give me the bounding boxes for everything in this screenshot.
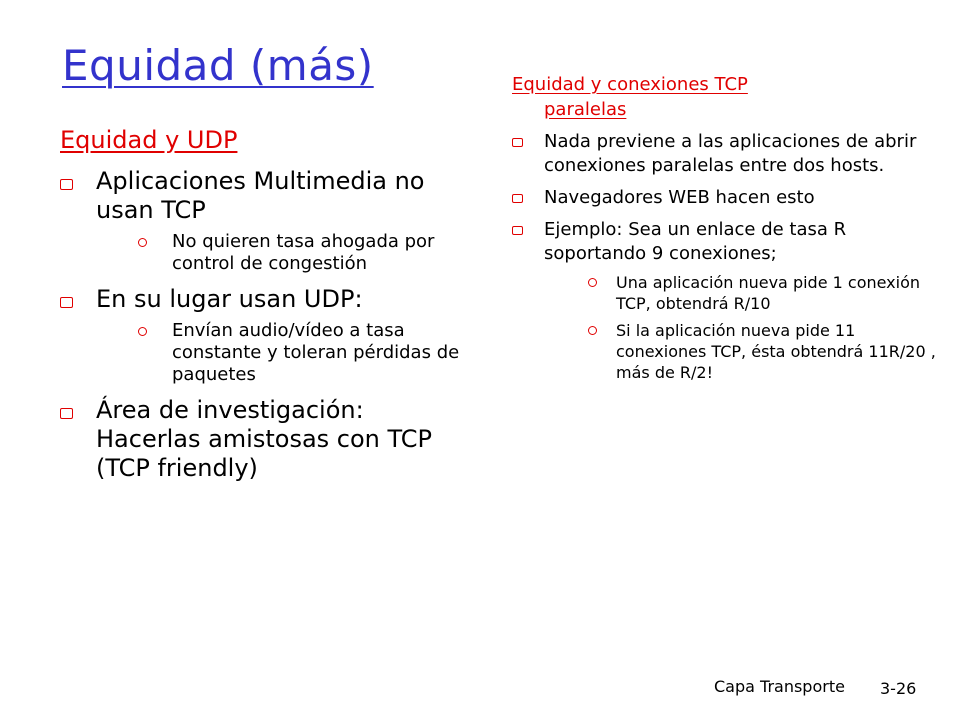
left-bullet-2-text: En su lugar usan UDP: [96, 285, 363, 313]
circle-bullet-icon [138, 327, 147, 336]
left-bullet-1 [60, 167, 460, 275]
left-bullet-list [60, 167, 460, 483]
right-bullet-2-text: Navegadores WEB hacen esto [544, 187, 815, 208]
right-sub-bullet-3-2-text: Si la aplicación nueva pide 11 conexiones TCP, ésta obtendrá 11R/20 , más de R/2! [616, 321, 936, 382]
right-heading-line-1: Equidad y conexiones TCP [512, 74, 748, 95]
left-bullet-1-text: Aplicaciones Multimedia no usan TCP [96, 167, 425, 224]
square-bullet-icon [60, 408, 73, 419]
left-sub-bullet-1-1-text: No quieren tasa ahogada por control de congestión [172, 231, 435, 274]
square-bullet-icon [512, 138, 523, 147]
footer-label: Capa Transporte [714, 677, 845, 696]
right-bullet-list [512, 130, 937, 383]
left-sub-bullet-1-1 [96, 231, 460, 275]
square-bullet-icon [512, 194, 523, 203]
square-bullet-icon [60, 179, 73, 190]
left-sub-list-1 [96, 231, 460, 275]
right-heading [512, 72, 937, 122]
right-bullet-1-text: Nada previene a las aplicaciones de abrir conexiones paralelas entre dos hosts. [544, 131, 917, 176]
left-sub-bullet-2-1-text: Envían audio/vídeo a tasa constante y toleran pérdidas de paquetes [172, 320, 460, 385]
right-sub-list-3 [544, 272, 937, 383]
right-bullet-3 [512, 218, 937, 383]
left-sub-bullet-2-1 [96, 320, 460, 386]
right-bullet-2 [512, 186, 937, 210]
right-sub-bullet-3-2 [544, 320, 937, 383]
right-bullet-3-text: Ejemplo: Sea un enlace de tasa R soportando 9 conexiones; [544, 219, 847, 264]
left-bullet-2 [60, 285, 460, 386]
right-sub-bullet-3-1 [544, 272, 937, 314]
right-bullet-1 [512, 130, 937, 178]
left-heading: Equidad y UDP [60, 126, 238, 154]
right-heading-line-2: paralelas [544, 99, 627, 120]
circle-bullet-icon [138, 238, 147, 247]
left-bullet-3-text: Área de investigación: Hacerlas amistosas con TCP (TCP friendly) [96, 396, 432, 482]
square-bullet-icon [60, 297, 73, 308]
circle-bullet-icon [588, 278, 597, 287]
right-sub-bullet-3-1-text: Una aplicación nueva pide 1 conexión TCP, obtendrá R/10 [616, 273, 921, 313]
slide-title: Equidad (más) [62, 41, 374, 90]
left-bullet-3 [60, 396, 460, 483]
square-bullet-icon [512, 226, 523, 235]
left-column [60, 125, 460, 493]
left-sub-list-2 [96, 320, 460, 386]
page-number: 3-26 [880, 679, 917, 698]
right-column [512, 72, 937, 391]
circle-bullet-icon [588, 326, 597, 335]
